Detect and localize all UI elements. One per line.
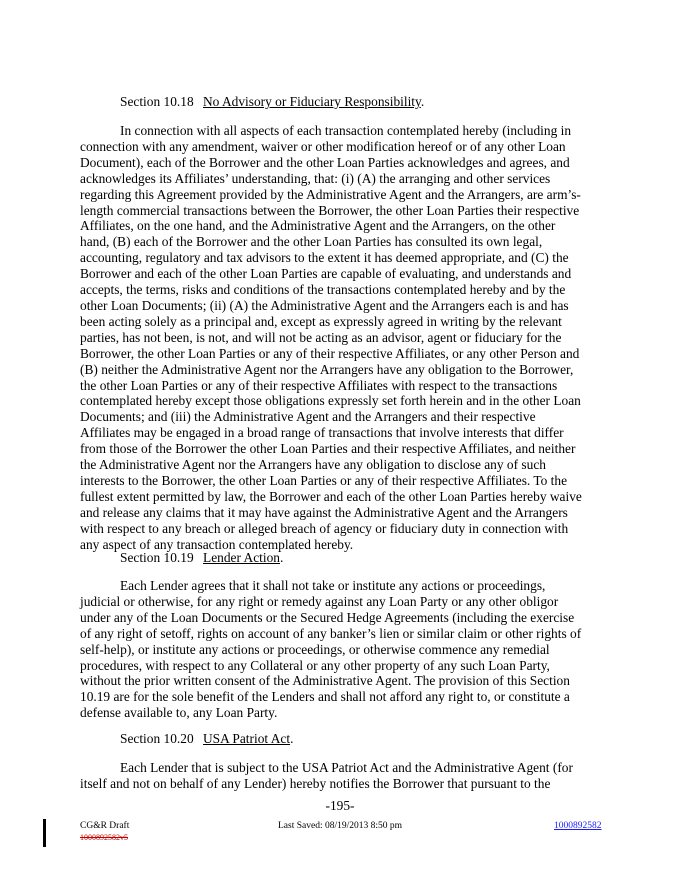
footer-draft-label (80, 821, 129, 843)
paragraph-line: and release any claims that it may have against the Administrative Agent and the Arrangers (80, 504, 568, 520)
paragraph-line: Affiliates, on the one hand, and the Administrative Agent and the Arrangers, on the other (80, 218, 556, 234)
paragraph-line: of any right of setoff, rights on account of any banker’s lien or similar claim or other rights of (80, 625, 582, 641)
paragraph-line: without the prior written consent of the Administrative Agent. The provision of this Section (80, 673, 570, 689)
paragraph-line: acknowledges its Affiliates’ understanding, that: (i) (A) the arranging and other services (80, 170, 551, 186)
paragraph-line: accounting, regulatory and tax advisors to the extent it has deemed appropriate, and (C) the (80, 250, 569, 266)
section-number: Section 10.18 (120, 94, 194, 109)
paragraph-line: fullest extent permitted by law, the Borrower and each of the other Loan Parties hereby waive (80, 488, 582, 504)
section-title: USA Patriot Act (203, 731, 291, 746)
section-title: No Advisory or Fiduciary Responsibility (203, 94, 421, 109)
section-body (80, 760, 600, 792)
section-heading (120, 550, 283, 566)
section-title: Lender Action (203, 550, 280, 565)
revision-change-bar (43, 819, 46, 847)
paragraph-line: parties, has not been, is not, and will not be acting as an advisor, agent or fiduciary for the (80, 329, 562, 345)
paragraph-line: Affiliates may be engaged in a broad range of transactions that involve interests that differ (80, 425, 564, 441)
paragraph-line: judicial or otherwise, for any right or remedy against any Loan Party or any other obligor (80, 593, 559, 609)
footer-docid-link[interactable]: 1000892582 (554, 821, 602, 831)
paragraph-line: with respect to any breach or alleged breach of agency or fiduciary duty in connection with (80, 520, 569, 536)
section-body (80, 578, 600, 721)
paragraph-line: any aspect of any transaction contemplated hereby. (80, 536, 354, 552)
section-number: Section 10.20 (120, 731, 194, 746)
section-heading (120, 94, 424, 110)
paragraph-line: connection with any amendment, waiver or other modification hereof or of any other Loan (80, 138, 566, 154)
paragraph-line: the other Loan Parties or any of their respective Affiliates with respect to the transactions (80, 377, 558, 393)
paragraph-line: Borrower and each of the other Loan Parties are capable of evaluating, and understands and (80, 266, 572, 282)
paragraph-line: hand, (B) each of the Borrower and the other Loan Parties has consulted its own legal, (80, 234, 543, 250)
footer-draft-text: CG&R Draft (80, 821, 130, 831)
section-body (80, 123, 600, 552)
paragraph-line: 10.19 are for the sole benefit of the Lenders and shall not afford any right to, or constitute a (80, 689, 570, 705)
paragraph-line: Each Lender agrees that it shall not take or institute any actions or proceedings, (120, 578, 546, 593)
footer-last-saved: Last Saved: 08/19/2013 8:50 pm (278, 821, 403, 831)
section-title-period: . (290, 731, 294, 746)
paragraph-line: contemplated hereby except those obligations expressly set forth herein and in the other Loan (80, 393, 581, 409)
section-number: Section 10.19 (120, 550, 194, 565)
paragraph-line: Documents; and (iii) the Administrative Agent and the Arrangers and their respective (80, 409, 536, 425)
paragraph-line: Each Lender that is subject to the USA Patriot Act and the Administrative Agent (for (120, 760, 573, 775)
paragraph-line: self-help), or institute any actions or proceedings, or otherwise commence any remedial (80, 641, 550, 657)
paragraph-line: In connection with all aspects of each transaction contemplated hereby (including in (120, 123, 572, 138)
section-title-period: . (420, 94, 425, 109)
paragraph-line: Borrower, the other Loan Parties or any of their respective Affiliates, or any other Person and (80, 345, 580, 361)
footer-deleted-docid: 1000892582v5 (80, 833, 128, 842)
paragraph-line: regarding this Agreement provided by the Administrative Agent and the Arrangers, are arm’s- (80, 186, 581, 202)
page-number: -195- (325, 798, 355, 813)
section-title-period: . (280, 550, 284, 565)
paragraph-line: under any of the Loan Documents or the Secured Hedge Agreements (including the exercise (80, 609, 575, 625)
paragraph-line: defense available to, any Loan Party. (80, 705, 278, 721)
paragraph-line: length commercial transactions between the Borrower, the other Loan Parties their respective (80, 202, 580, 218)
paragraph-line: accepts, the terms, risks and conditions of the transactions contemplated hereby and by the (80, 282, 566, 298)
paragraph-line: interests to the Borrower, the other Loan Parties or any of their respective Affiliates. To the (80, 472, 568, 488)
paragraph-line: Document), each of the Borrower and the other Loan Parties acknowledges and agrees, and (80, 154, 570, 170)
paragraph-line: the Administrative Agent nor the Arrangers have any obligation to disclose any of such (80, 457, 546, 473)
paragraph-line: procedures, with respect to any Collateral or any other property of any such Loan Party, (80, 657, 550, 673)
paragraph-line: other Loan Documents; (ii) (A) the Administrative Agent and the Arrangers each is and has (80, 297, 569, 313)
paragraph-line: (B) neither the Administrative Agent nor the Arrangers have any obligation to the Borrower, (80, 361, 574, 377)
paragraph-line: itself and not on behalf of any Lender) hereby notifies the Borrower that pursuant to the (80, 775, 551, 791)
paragraph-line: from those of the Borrower the other Loan Parties and their respective Affiliates, and neither (80, 441, 576, 457)
section-heading (120, 731, 293, 747)
paragraph-line: been acting solely as a principal and, except as expressly agreed in writing by the relevant (80, 313, 562, 329)
